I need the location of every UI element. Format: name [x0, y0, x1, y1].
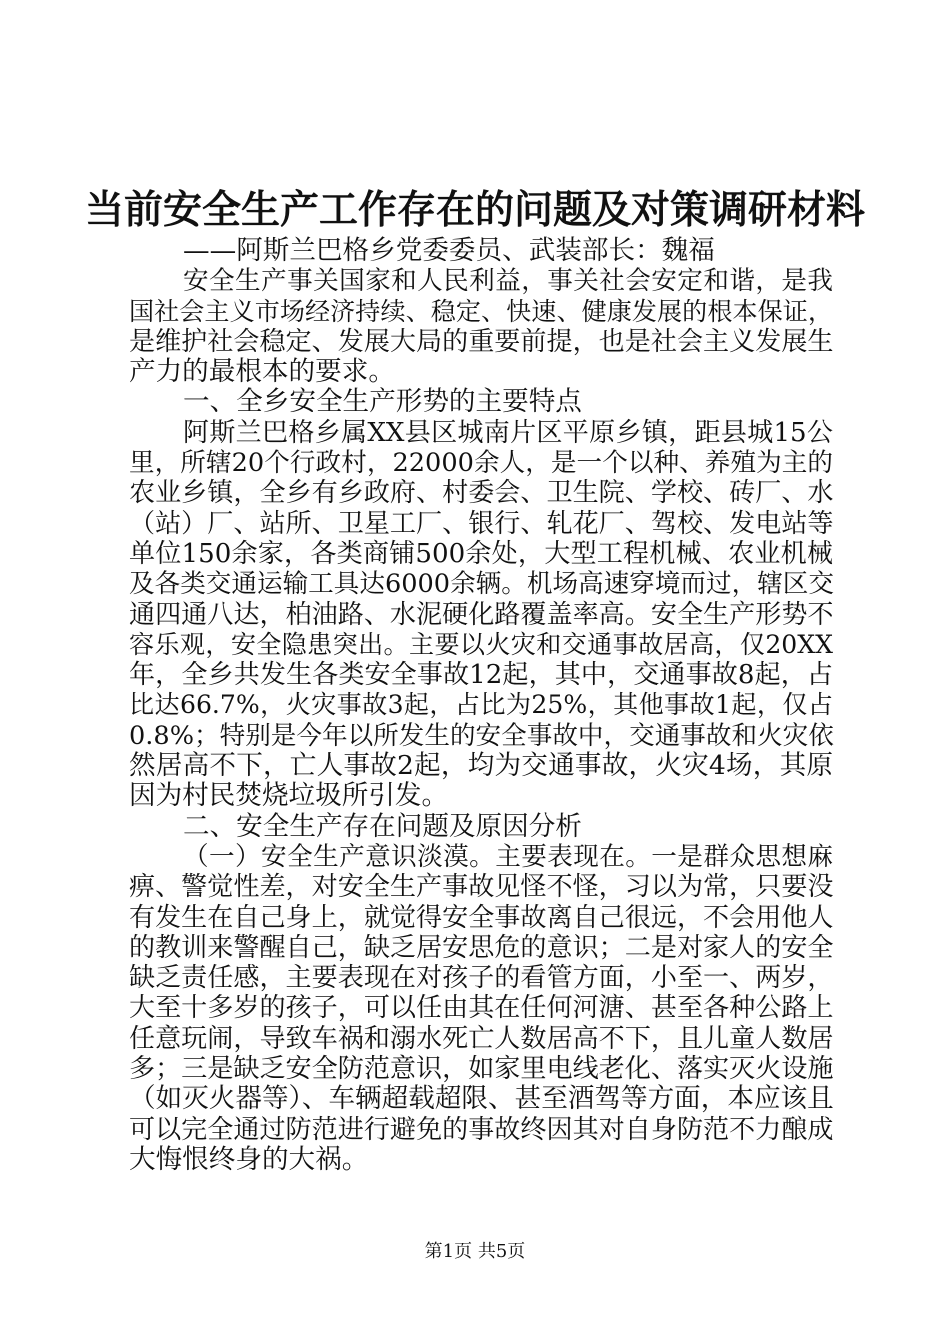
body-line: （一）安全生产意识淡漠。主要表现在。一是群众思想麻	[183, 841, 833, 872]
body-line: （站）厂、站所、卫星工厂、银行、轧花厂、驾校、发电站等	[129, 508, 834, 539]
body-line: 一、全乡安全生产形势的主要特点	[183, 386, 582, 418]
body-line: 因为村民焚烧垃圾所引发。	[129, 780, 449, 812]
body-line: 比达66.7%，火灾事故3起，占比为25%，其他事故1起，仅占	[129, 690, 833, 720]
body-line: 国社会主义市场经济持续、稳定、快速、健康发展的根本保证，	[129, 296, 833, 326]
body-line: 里，所辖20个行政村，22000余人，是一个以种、养殖为主的	[129, 448, 833, 479]
body-line: 大至十多岁的孩子，可以任由其在任何河溏、甚至各种公路上	[129, 993, 834, 1024]
body-line: （如灭火器等）、车辆超载超限、甚至酒驾等方面，本应该且	[129, 1083, 834, 1115]
body-line: 多；三是缺乏安全防范意识，如家里电线老化、落实灭火设施	[129, 1054, 834, 1085]
body-line: 任意玩闹，导致车祸和溺水死亡人数居高不下，且儿童人数居	[129, 1023, 834, 1054]
body-line: 然居高不下，亡人事故2起，均为交通事故，火灾4场，其原	[129, 750, 833, 782]
document-body	[129, 236, 833, 1175]
body-line: 痹、警觉性差，对安全生产事故见怪不怪，习以为常，只要没	[129, 872, 834, 903]
body-line: 大悔恨终身的大祸。	[129, 1143, 369, 1175]
body-line: 单位150余家，各类商铺500余处，大型工程机械、农业机械	[129, 538, 833, 569]
body-line: ——阿斯兰巴格乡党委委员、武装部长：魏福	[183, 235, 715, 266]
document-title: 当前安全生产工作存在的问题及对策调研材料	[84, 187, 865, 233]
body-line: 通四通八达，柏油路、水泥硬化路覆盖率高。安全生产形势不	[129, 599, 834, 630]
page-footer: 第1页 共5页	[424, 1241, 526, 1262]
body-line: 容乐观，安全隐患突出。主要以火灾和交通事故居高，仅20XX	[129, 629, 833, 659]
body-line: 二、安全生产存在问题及原因分析	[183, 810, 582, 842]
body-line: 的教训来警醒自己，缺乏居安思危的意识；二是对家人的安全	[129, 932, 834, 963]
body-line: 安全生产事关国家和人民利益，事关社会安定和谐，是我	[183, 266, 833, 297]
body-line: 0.8%；特别是今年以所发生的安全事故中，交通事故和火灾依	[129, 720, 834, 751]
body-line: 农业乡镇，全乡有乡政府、村委会、卫生院、学校、砖厂、水	[129, 478, 834, 509]
body-line: 年，全乡共发生各类安全事故12起，其中，交通事故8起，占	[129, 660, 833, 691]
body-line: 缺乏责任感，主要表现在对孩子的看管方面，小至一、两岁，	[129, 963, 834, 994]
body-line: 是维护社会稳定、发展大局的重要前提，也是社会主义发展生	[129, 326, 834, 357]
body-line: 阿斯兰巴格乡属XX县区城南片区平原乡镇，距县城15公	[183, 417, 833, 448]
body-line: 可以完全通过防范进行避免的事故终因其对自身防范不力酿成	[129, 1114, 834, 1145]
body-line: 有发生在自己身上，就觉得安全事故离自己很远，不会用他人	[129, 902, 834, 933]
body-line: 及各类交通运输工具达6000余辆。机场高速穿境而过，辖区交	[129, 569, 834, 600]
body-line: 产力的最根本的要求。	[129, 356, 395, 388]
